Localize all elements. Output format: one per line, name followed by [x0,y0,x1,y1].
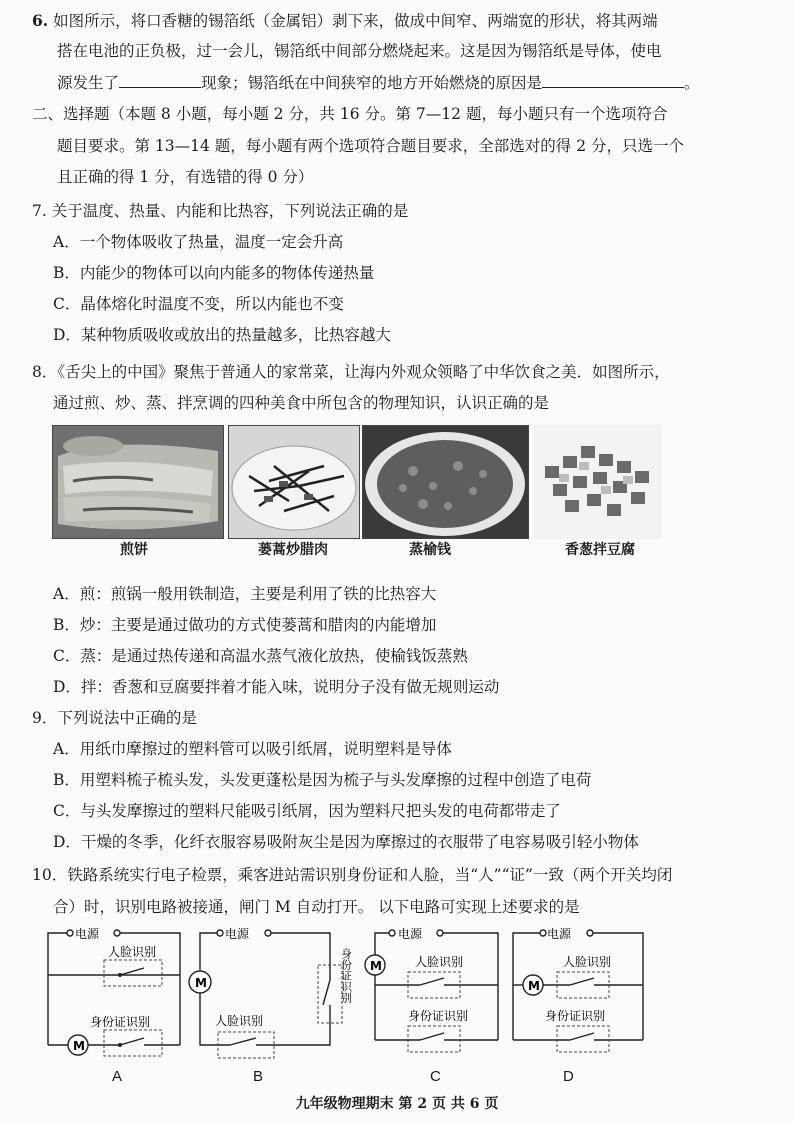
circuit-c-source-label: 电源 [398,927,423,941]
caption-jianbing: 煎饼 [120,542,148,558]
q6-text-3b: 现象；锡箔纸在中间狭窄的地方开始燃烧的原因是 [201,74,543,92]
circuit-c-label: C [430,1068,441,1085]
caption-stirfry: 蒌蒿炒腊肉 [258,542,328,558]
circuit-b-face-label: 人脸识别 [215,1014,264,1028]
circuit-b [180,920,365,1065]
q6-line-1 [32,10,658,32]
q6-answer-blank-2[interactable] [542,71,684,88]
q6-line-3 [57,71,700,94]
q8-option-d: D．拌：香葱和豆腐要拌着才能入味，说明分子没有做无规则运动 [53,678,500,696]
section2-line-3: 且正确的得 1 分，有选错的得 0 分） [57,168,314,186]
q9-option-c: C．与头发摩擦过的塑料尺能吸引纸屑，因为塑料尺把头发的电荷都带走了 [53,802,561,820]
q6-number: 6. [32,11,49,30]
q10-stem-2: 合）时，识别电路被接通，闸门 M 自动打开。 以下电路可实现上述要求的是 [53,898,580,916]
page-footer: 九年级物理期末 第 2 页 共 6 页 [295,1096,499,1112]
circuit-b-source-label: 电源 [225,927,250,941]
circuit-d-label: D [563,1068,574,1085]
circuit-d [505,920,655,1065]
q9-option-b: B．用塑料梳子梳头发，头发更蓬松是因为梳子与头发摩擦的过程中创造了电荷 [53,771,592,789]
circuit-c-motor: M [370,959,382,973]
q7-option-a: A．一个物体吸收了热量，温度一定会升高 [53,233,344,251]
circuit-d-id-label: 身份证识别 [545,1009,606,1023]
q6-text-3c: 。 [684,74,700,92]
circuit-d-face-label: 人脸识别 [563,955,612,969]
photo-jianbing [52,425,224,539]
section2-line-1: 二、选择题（本题 8 小题，每小题 2 分，共 16 分。第 7—12 题，每小题只有一个选项符合 [32,105,668,123]
q8-stem-2: 通过煎、炒、蒸、拌烹调的四种美食中所包含的物理知识，认识正确的是 [53,394,550,412]
q6-text-1: 如图所示，将口香糖的锡箔纸（金属铝）剥下来，做成中间窄、两端宽的形状，将其两端 [53,12,658,30]
q6-line-2: 搭在电池的正负极，过一会儿，锡箔纸中间部分燃烧起来。这是因为锡箔纸是导体，使电 [57,42,662,60]
q7-stem: 7. 关于温度、热量、内能和比热容，下列说法正确的是 [32,202,409,220]
q7-option-b: B．内能少的物体可以向内能多的物体传递热量 [53,264,375,282]
circuit-a-face-label: 人脸识别 [108,945,157,959]
circuit-a-label: A [112,1068,123,1085]
circuit-b-label: B [253,1068,264,1085]
photo-stirfry [228,425,360,539]
circuit-d-source-label: 电源 [547,927,572,941]
circuit-b-id-vertical-label: 身份证识别 [339,948,353,1003]
q9-stem: 9．下列说法中正确的是 [32,709,197,727]
caption-tofu: 香葱拌豆腐 [565,542,635,558]
q7-option-d: D．某种物质吸收或放出的热量越多，比热容越大 [53,326,391,344]
q8-stem-1: 8．《舌尖上的中国》聚焦于普通人的家常菜，让海内外观众领略了中华饮食之美．如图所示， [32,363,670,381]
circuit-c-face-label: 人脸识别 [415,955,464,969]
circuit-b-motor: M [195,976,207,990]
q10-stem-1: 10．铁路系统实行电子检票，乘客进站需识别身份证和人脸，当“人”“证”一致（两个开关均闭 [32,866,673,884]
q9-option-d: D．干燥的冬季，化纤衣服容易吸附灰尘是因为摩擦过的衣服带了电容易吸引轻小物体 [53,833,639,851]
circuit-d-motor: M [528,979,540,993]
photo-steamed-elm [362,425,529,539]
q8-option-b: B．炒：主要是通过做功的方式使蒌蒿和腊肉的内能增加 [53,616,437,634]
circuit-a-motor: M [73,1039,85,1053]
q8-option-a: A．煎：煎锅一般用铁制造，主要是利用了铁的比热容大 [53,585,437,603]
q7-option-c: C．晶体熔化时温度不变，所以内能也不变 [53,295,344,313]
caption-steamed-elm: 蒸榆钱 [409,542,451,558]
section2-line-2: 题目要求。第 13—14 题，每小题有两个选项符合题目要求，全部选对的得 2 分，只选一个 [57,137,685,155]
circuit-a-source-label: 电源 [75,927,100,941]
q9-option-a: A．用纸巾摩擦过的塑料管可以吸引纸屑，说明塑料是导体 [53,740,452,758]
circuit-a-id-label: 身份证识别 [90,1015,151,1029]
q6-answer-blank-1[interactable] [119,71,201,88]
q6-text-3a: 源发生了 [57,74,120,92]
q8-option-c: C．蒸：是通过热传递和高温水蒸气液化放热，使榆钱饭蒸熟 [53,647,468,665]
circuit-c [360,920,510,1065]
photo-tofu [534,425,661,539]
circuit-a [40,920,188,1065]
circuit-c-id-label: 身份证识别 [408,1009,469,1023]
